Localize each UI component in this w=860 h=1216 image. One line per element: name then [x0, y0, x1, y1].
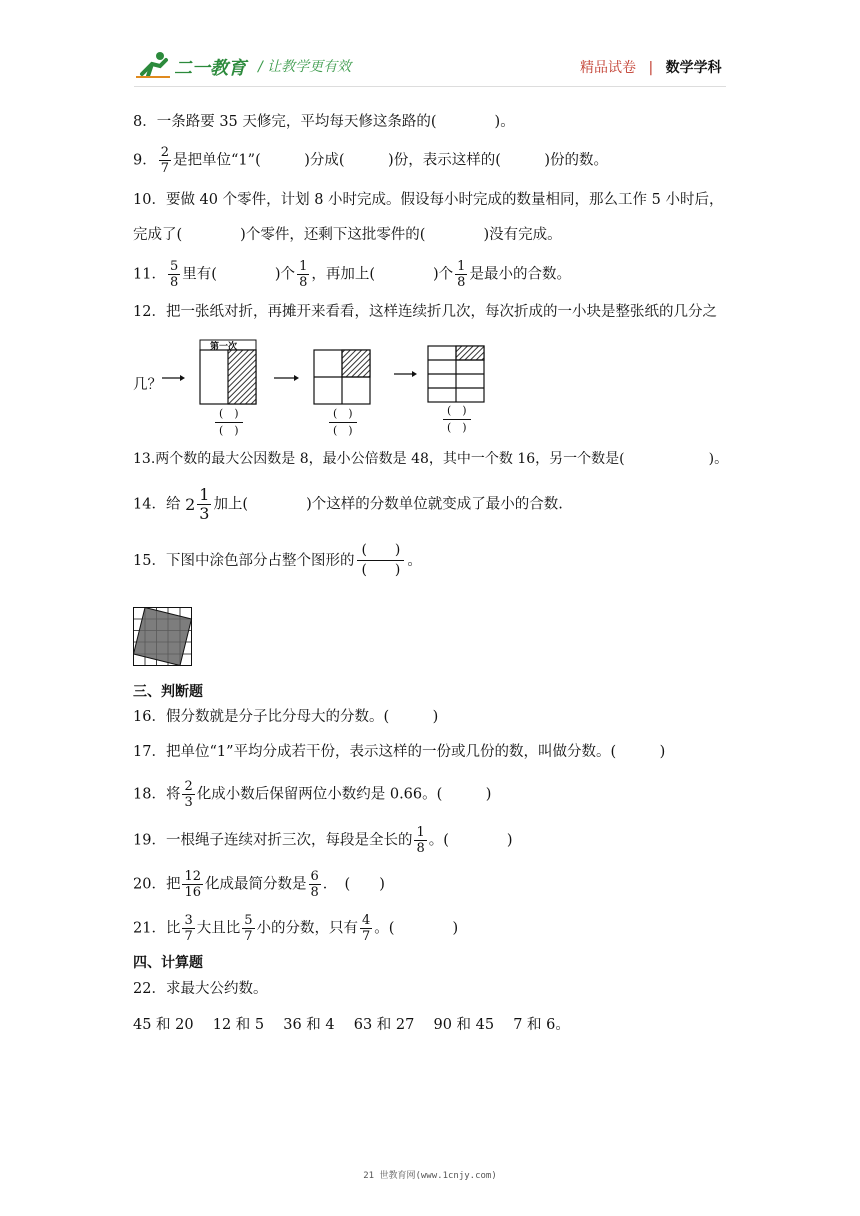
q14-pre: 14．给	[133, 496, 186, 513]
q21-f1-n: 3	[184, 913, 193, 928]
q15-blank-fraction	[357, 543, 404, 579]
fold-answer-3-n: ( )	[443, 405, 471, 420]
runner-logo-icon	[134, 50, 174, 80]
q20-fraction-1	[182, 870, 203, 899]
question-14	[133, 487, 563, 522]
q20-f2-n: 6	[310, 869, 319, 884]
fold-answer-1-d: ( )	[219, 424, 239, 438]
q9-fraction	[159, 146, 171, 175]
logo	[134, 50, 254, 80]
q9-number: 9．	[133, 152, 157, 169]
q20-f1-n: 12	[184, 869, 201, 884]
fold-answer-1-n: ( )	[215, 408, 243, 423]
q15-n: ( )	[357, 543, 404, 561]
question-16: 16．假分数就是分子比分母大的分数。( )	[133, 709, 439, 725]
header-tag-premium: 精品试卷	[580, 60, 636, 76]
question-22: 22．求最大公约数。	[133, 981, 268, 997]
fold-answer-2	[329, 408, 357, 437]
question-20	[133, 870, 385, 899]
section-4-heading: 四、计算题	[133, 955, 203, 971]
q11-text-3: 是最小的合数。	[469, 266, 571, 283]
question-22-items: 45 和 20 12 和 5 36 和 4 63 和 27 90 和 45 7 和 6。	[133, 1017, 570, 1033]
question-9	[133, 146, 608, 175]
question-18	[133, 780, 491, 809]
section-3-heading: 三、判断题	[133, 684, 203, 700]
q11-f1-d: 8	[169, 275, 179, 290]
q11-fraction-2	[297, 260, 309, 289]
q15-text: 15．下图中涂色部分占整个图形的	[133, 552, 355, 569]
q19-n: 1	[416, 825, 425, 840]
q18-pre: 18．将	[133, 786, 181, 803]
fold-answer-3	[443, 405, 471, 434]
q11-number: 11．	[133, 266, 166, 283]
footer: 21 世教育网(www.1cnjy.com)	[363, 1171, 497, 1181]
question-12-tail: 几？	[133, 377, 162, 393]
q14-n: 1	[199, 485, 210, 504]
fold-answer-2-d: ( )	[333, 424, 353, 438]
header-separator: |	[648, 60, 654, 76]
q11-fraction-1	[168, 260, 180, 289]
question-8: 8．一条路要 35 天修完，平均每天修这条路的( )。	[133, 114, 515, 130]
q20-pre: 20．把	[133, 876, 181, 893]
q11-f2-n: 1	[299, 259, 308, 274]
q14-post: 加上( )个这样的分数单位就变成了最小的合数.	[213, 496, 563, 513]
header-subject: 数学学科	[665, 60, 722, 76]
q9-numerator: 2	[160, 145, 170, 160]
q21-mid-1: 大且比	[196, 920, 241, 937]
question-17: 17．把单位“1”平均分成若干份，表示这样的一份或几份的数，叫做分数。( )	[133, 744, 666, 760]
header-divider	[134, 86, 726, 87]
question-21	[133, 914, 458, 943]
q14-mixed-number	[185, 487, 213, 522]
question-11	[133, 260, 571, 289]
q18-d: 3	[184, 795, 193, 810]
question-19	[133, 826, 513, 855]
q21-f3-d: 7	[362, 929, 371, 944]
q19-pre: 19．一根绳子连续对折三次，每段是全长的	[133, 832, 413, 849]
question-12: 12．把一张纸对折，再摊开来看看，这样连续折几次，每次折成的一小块是整张纸的几分之	[133, 304, 717, 320]
q21-f2-d: 7	[244, 929, 253, 944]
slogan: / 让教学更有效	[258, 59, 352, 75]
q21-fraction-1	[182, 914, 194, 943]
question-10-line-2: 完成了( )个零件，还剩下这批零件的( )没有完成。	[133, 227, 562, 243]
q15-end: 。	[407, 552, 422, 569]
q18-fraction	[182, 780, 194, 809]
q18-post: 化成小数后保留两位小数约是 0.66。( )	[196, 786, 492, 803]
q15-d: ( )	[361, 562, 401, 579]
q21-f2-n: 5	[244, 913, 253, 928]
q21-fraction-2	[242, 914, 254, 943]
question-13: 13.两个数的最大公因数是 8，最小公倍数是 48，其中一个数 16，另一个数是( )。	[133, 451, 729, 467]
question-10-line-1: 10．要做 40 个零件，计划 8 小时完成。假设每小时完成的数量相同，那么工作 5 小时后，	[133, 192, 724, 208]
q11-f3-n: 1	[457, 259, 466, 274]
q14-d: 3	[199, 504, 210, 523]
q14-fraction	[197, 487, 211, 522]
q11-fraction-3	[455, 260, 467, 289]
q9-text: 是把单位“1”( )分成( )份，表示这样的( )份的数。	[173, 152, 609, 169]
fold-answer-3-d: ( )	[447, 421, 467, 435]
q18-n: 2	[184, 779, 193, 794]
q20-post: ． ( )	[322, 876, 385, 893]
q11-f1-n: 5	[169, 259, 179, 274]
q19-fraction	[414, 826, 426, 855]
q20-fraction-2	[309, 870, 321, 899]
q11-text-1: 里有( )个	[182, 266, 296, 283]
fold-answer-2-n: ( )	[329, 408, 357, 423]
q14-whole: 2	[185, 494, 196, 514]
q21-post: 。( )	[374, 920, 459, 937]
q21-mid-2: 小的分数，只有	[256, 920, 359, 937]
q21-pre: 21．比	[133, 920, 181, 937]
header-right	[580, 57, 722, 77]
fold-label-first: 第一次	[210, 342, 238, 352]
q21-f3-n: 4	[362, 913, 371, 928]
q9-denominator: 7	[160, 161, 170, 176]
tilted-square-grid-figure	[133, 607, 193, 667]
q21-f1-d: 7	[184, 929, 193, 944]
brand-name: 二一教育	[174, 58, 246, 79]
q20-mid: 化成最简分数是	[205, 876, 307, 893]
fold-answer-1	[215, 408, 243, 437]
q20-f1-d: 16	[184, 885, 201, 900]
q11-f3-d: 8	[457, 275, 466, 290]
question-15	[133, 543, 422, 579]
q11-text-2: ，再加上( )个	[311, 266, 454, 283]
q19-post: 。( )	[428, 832, 513, 849]
q11-f2-d: 8	[299, 275, 308, 290]
q21-fraction-3	[360, 914, 372, 943]
q20-f2-d: 8	[310, 885, 319, 900]
q19-d: 8	[416, 841, 425, 856]
